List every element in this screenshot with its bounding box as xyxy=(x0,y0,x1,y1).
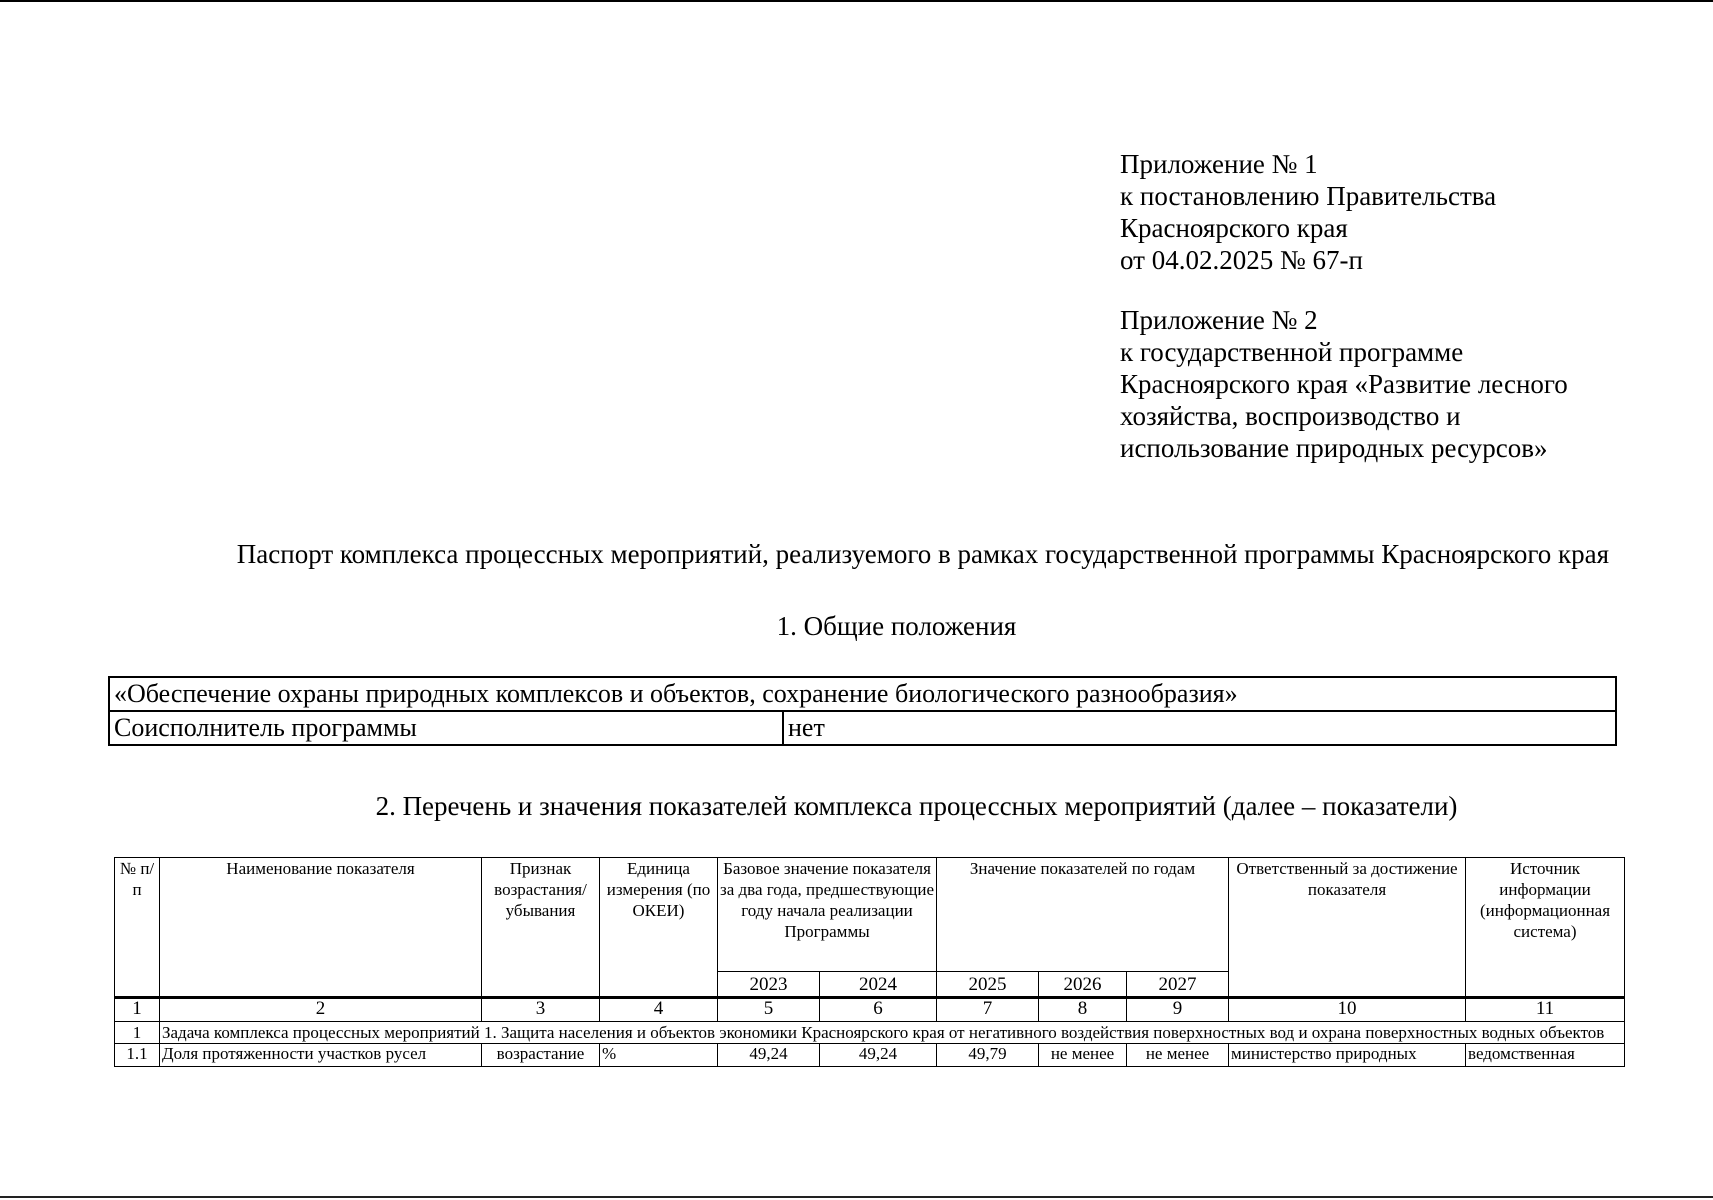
appendix-1-line: от 04.02.2025 № 67-п xyxy=(1120,245,1363,275)
header-trend: Признак возрастания/ убывания xyxy=(482,858,600,998)
column-number: 9 xyxy=(1127,998,1229,1022)
row-num: 1.1 xyxy=(115,1044,160,1067)
row-value-2025: 49,79 xyxy=(937,1044,1039,1067)
column-number: 4 xyxy=(600,998,718,1022)
column-number: 3 xyxy=(482,998,600,1022)
top-edge-line xyxy=(0,0,1713,2)
appendix-1-line: Приложение № 1 xyxy=(1120,149,1318,179)
header-base-value: Базовое значение показателя за два года, предшествующие году начала реализации Программы xyxy=(718,858,937,972)
column-number: 7 xyxy=(937,998,1039,1022)
row-value-2027: не менее xyxy=(1127,1044,1229,1067)
header-source: Источник информации (информационная система) xyxy=(1466,858,1625,998)
header-name: Наименование показателя xyxy=(160,858,482,998)
column-number: 1 xyxy=(115,998,160,1022)
appendix-1-line: к постановлению Правительства xyxy=(1120,181,1497,211)
column-number: 6 xyxy=(820,998,937,1022)
appendix-2-block xyxy=(1120,304,1568,464)
section-2-heading: 2. Перечень и значения показателей комплекса процессных мероприятий (далее – показатели) xyxy=(375,791,1458,821)
column-number: 8 xyxy=(1039,998,1127,1022)
year-cell: 2023 xyxy=(718,972,820,998)
column-number: 2 xyxy=(160,998,482,1022)
general-provisions-table xyxy=(108,676,1617,746)
appendix-2-line: Красноярского края «Развитие лесного xyxy=(1120,369,1568,399)
appendix-2-line: хозяйства, воспроизводство и xyxy=(1120,401,1461,431)
column-number: 10 xyxy=(1229,998,1466,1022)
coexecutor-label-cell: Соисполнитель программы xyxy=(109,711,783,745)
row-trend: возрастание xyxy=(482,1044,600,1067)
row-source: ведомственная xyxy=(1466,1044,1625,1067)
column-number: 11 xyxy=(1466,998,1625,1022)
appendix-1-block xyxy=(1120,148,1496,276)
task-row-text: Задача комплекса процессных мероприятий 1. Защита населения и объектов экономики Красноярского края от негативного воздействия поверхностных вод и охрана поверхностных водных объектов xyxy=(160,1022,1625,1044)
column-number: 5 xyxy=(718,998,820,1022)
indicators-table xyxy=(114,857,1625,1067)
bottom-edge-line xyxy=(0,1196,1713,1198)
document-title: Паспорт комплекса процессных мероприятий, реализуемого в рамках государственной программы Красноярского края xyxy=(236,539,1609,569)
header-num: № п/п xyxy=(115,858,160,998)
section-1-heading: 1. Общие положения xyxy=(776,611,1017,641)
year-cell: 2026 xyxy=(1039,972,1127,998)
appendix-1-line: Красноярского края xyxy=(1120,213,1348,243)
row-unit: % xyxy=(600,1044,718,1067)
year-cell: 2024 xyxy=(820,972,937,998)
row-value-2024: 49,24 xyxy=(820,1044,937,1067)
appendix-2-line: Приложение № 2 xyxy=(1120,305,1318,335)
complex-name-cell: «Обеспечение охраны природных комплексов и объектов, сохранение биологического разнообразия» xyxy=(109,677,1616,711)
row-responsible: министерство природных xyxy=(1229,1044,1466,1067)
task-row-num: 1 xyxy=(115,1022,160,1044)
header-responsible: Ответственный за достижение показателя xyxy=(1229,858,1466,998)
appendix-2-line: к государственной программе xyxy=(1120,337,1464,367)
header-values-by-year: Значение показателей по годам xyxy=(937,858,1229,972)
row-value-2023: 49,24 xyxy=(718,1044,820,1067)
row-indicator-name: Доля протяженности участков русел xyxy=(160,1044,482,1067)
appendix-2-line: использование природных ресурсов» xyxy=(1120,433,1548,463)
header-unit: Единица измерения (по ОКЕИ) xyxy=(600,858,718,998)
row-value-2026: не менее xyxy=(1039,1044,1127,1067)
year-cell: 2025 xyxy=(937,972,1039,998)
coexecutor-value-cell: нет xyxy=(783,711,1616,745)
year-cell: 2027 xyxy=(1127,972,1229,998)
